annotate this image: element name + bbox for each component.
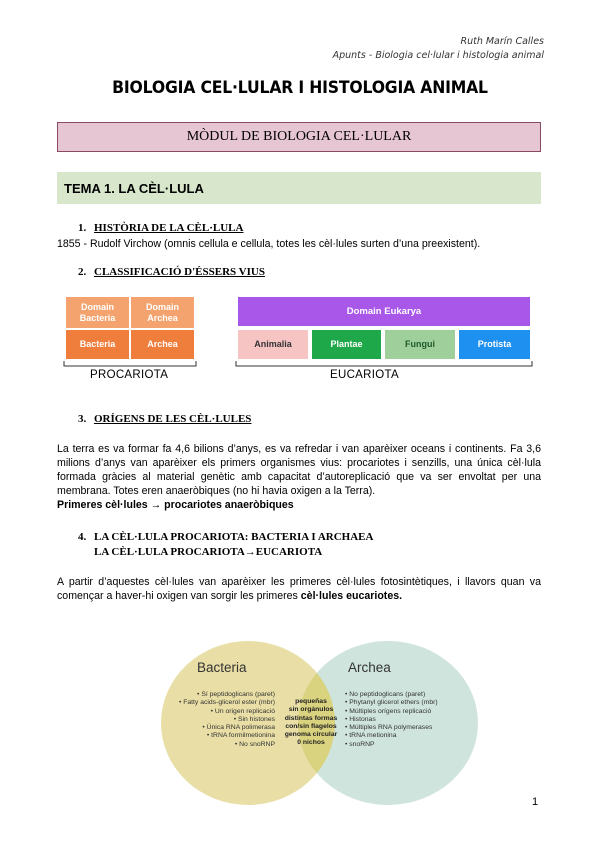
section-title: CLASSIFICACIÓ D'ÉSSERS VIUS xyxy=(94,266,265,278)
section-2-heading xyxy=(78,266,265,278)
section-4-heading xyxy=(78,531,373,543)
plantae-box: Plantae xyxy=(312,330,381,359)
list-item: pequeñas xyxy=(295,698,327,705)
list-item: distintas formas xyxy=(284,714,338,722)
list-item: sin orgánulos xyxy=(288,706,334,714)
section-title: HISTÒRIA DE LA CÈL·LULA xyxy=(94,222,244,234)
list-item: • Sí peptidoglicans (paret) xyxy=(197,691,275,698)
section-number: 2. xyxy=(78,266,87,278)
procariota-paragraph xyxy=(57,575,541,603)
venn-bacteria-title: Bacteria xyxy=(197,660,247,675)
list-item: • No peptidoglicans (paret) xyxy=(345,691,426,698)
bacteria-box: Bacteria xyxy=(66,330,129,359)
domain-archea-box: Domain Archea xyxy=(131,297,194,328)
list-item: • tRNA formilmetionina xyxy=(206,732,275,740)
page-number: 1 xyxy=(532,796,539,808)
list-item: • Múltiples orígens replicació xyxy=(345,707,432,715)
list-item: • No snoRNP xyxy=(234,740,275,748)
procariota-label: PROCARIOTA xyxy=(90,369,169,381)
procariota-text: A partir d’aquestes cèl·lules van aparèixer les primeres cèl·lules fotosintètiques, i llavors quan va començar a haver-hi oxigen van sorgir les primeres xyxy=(57,576,541,602)
list-item: • Histonas xyxy=(345,715,376,723)
list-item: 0 nichos xyxy=(297,739,325,747)
archea-features xyxy=(345,691,455,749)
fungui-box: Fungui xyxy=(385,330,455,359)
section-number: 3. xyxy=(78,413,87,425)
domain-eukarya-box: Domain Eukarya xyxy=(238,297,530,326)
list-item: • Única RNA polimerasa xyxy=(202,724,275,732)
section-title: LA CÈL·LULA PROCARIOTA: BACTERIA I ARCHAEA xyxy=(94,531,374,543)
bacteria-features xyxy=(175,691,275,749)
history-paragraph: 1855 - Rudolf Virchow (omnis cellula e cellula, totes les cèl·lules surten d’una preexistent). xyxy=(57,238,481,250)
domain-bacteria-box: Domain Bacteria xyxy=(66,297,129,328)
list-item: • Un origen replicació xyxy=(210,707,275,715)
shared-features xyxy=(280,698,342,748)
page-title: BIOLOGIA CEL·LULAR I HISTOLOGIA ANIMAL xyxy=(112,78,488,98)
eucariota-label: EUCARIOTA xyxy=(330,369,399,381)
section-number: 1. xyxy=(78,222,87,234)
list-item: • Múltiples RNA polymerases xyxy=(345,724,433,732)
origins-text: La terra es va formar fa 4,6 bilions d’anys, es va refredar i van aparèixer oceans i continents. Fa 3,6 milions d’anys van aparèixer els primers organismes vius: procariotes i senzills, una única cèl·lula formada gràcies al material genètic amb capacitat d’autoreplicació que va ser envoltat per una membrana. Totes eren anaeròbiques (no hi havia oxigen a la Terra). xyxy=(57,443,541,497)
list-item: genoma circular xyxy=(284,731,338,739)
module-heading: MÒDUL DE BIOLOGIA CEL·LULAR xyxy=(57,122,541,152)
list-item: • snoRNP xyxy=(345,740,375,748)
list-item: • tRNA metionina xyxy=(345,732,397,740)
origins-bold: Primeres cèl·lules → procariotes anaeròbiques xyxy=(57,499,294,511)
section-number: 4. xyxy=(78,531,87,543)
section-1-heading xyxy=(78,222,243,234)
section-4-subheading: LA CÈL·LULA PROCARIOTA→EUCARIOTA xyxy=(94,546,323,558)
list-item: • Fatty acids-glicerol ester (mbr) xyxy=(178,699,275,707)
section-title: ORÍGENS DE LES CÈL·LULES xyxy=(94,413,252,425)
protista-box: Protista xyxy=(459,330,530,359)
section-3-heading xyxy=(78,413,251,425)
header-author: Ruth Marín Calles xyxy=(460,36,544,47)
venn-archea-title: Archea xyxy=(348,660,391,675)
archea-box: Archea xyxy=(131,330,194,359)
animalia-box: Animalia xyxy=(238,330,308,359)
tema-heading: TEMA 1. LA CÈL·LULA xyxy=(57,172,541,204)
procariota-bold: cèl·lules eucariotes. xyxy=(300,590,403,602)
list-item: • Phytanyl glicerol ethers (mbr) xyxy=(345,699,438,707)
origins-paragraph xyxy=(57,442,541,512)
list-item: con/sin flagelos xyxy=(285,722,337,730)
list-item: • Sin histones xyxy=(233,715,275,723)
header-subtitle: Apunts - Biologia cel·lular i histologia animal xyxy=(332,50,544,61)
